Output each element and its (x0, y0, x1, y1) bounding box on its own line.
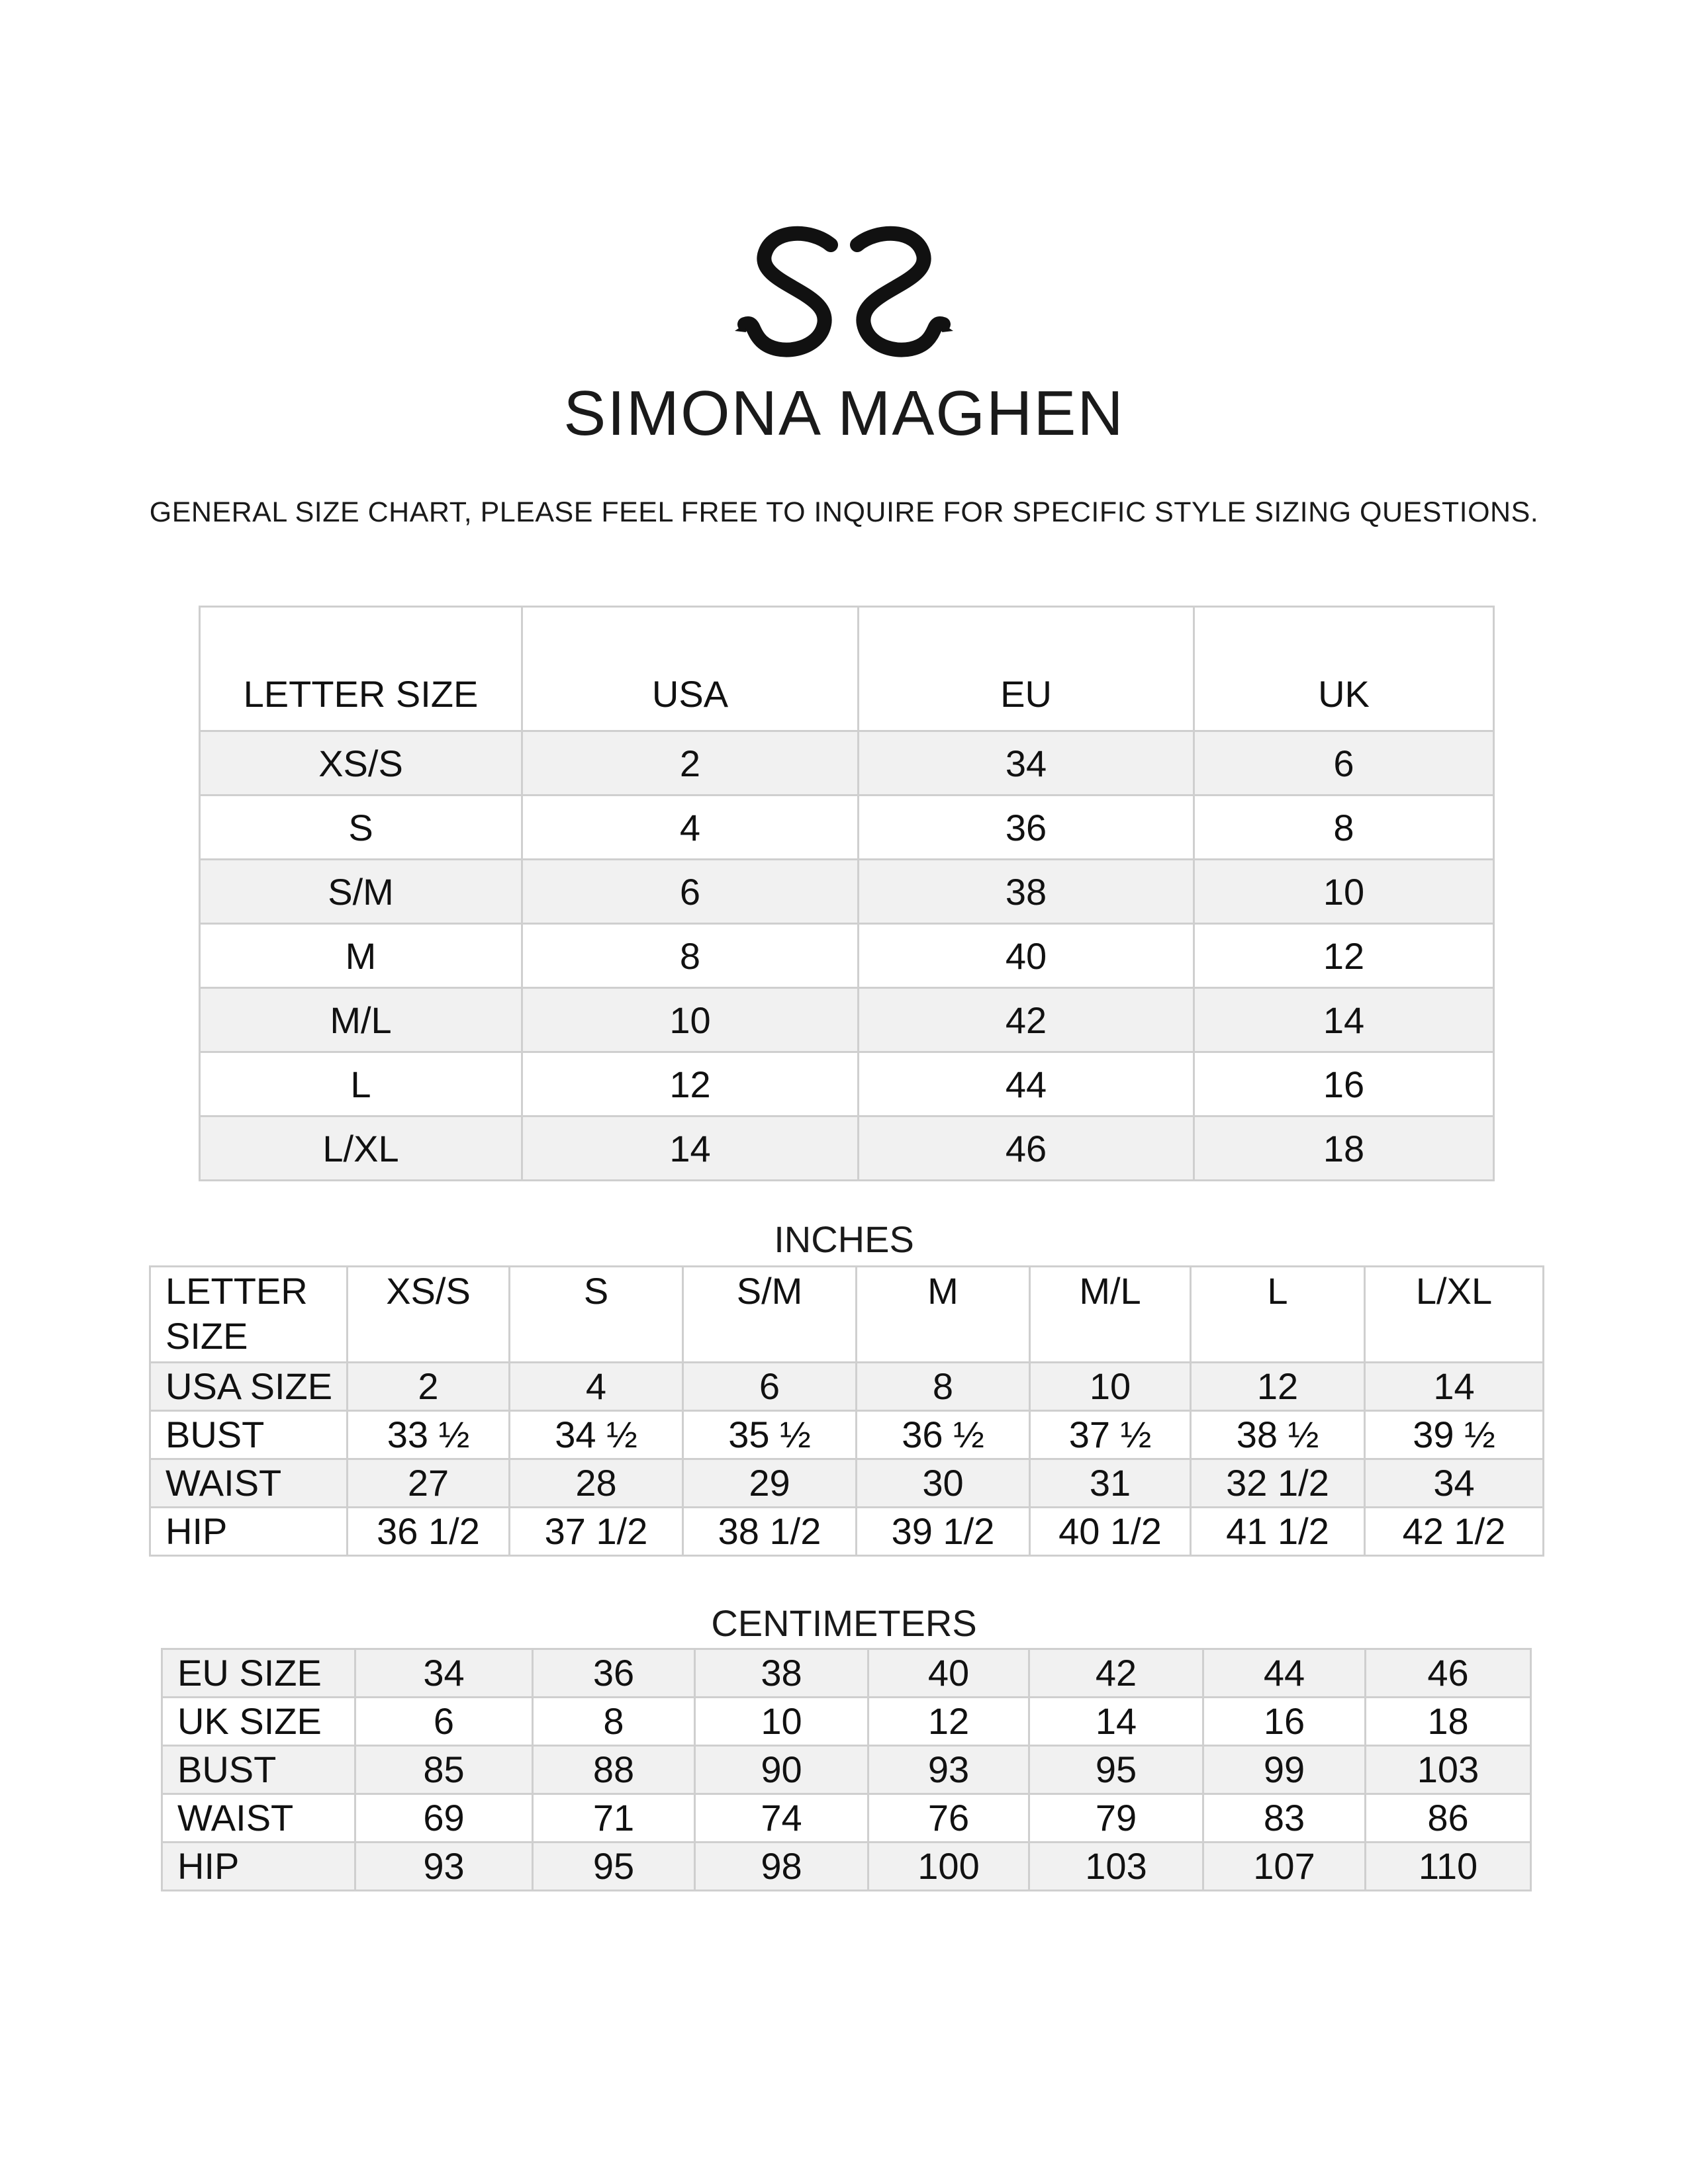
table-cell: 38 (859, 860, 1194, 924)
row-label: BUST (162, 1746, 355, 1794)
table-cell: 10 (695, 1698, 868, 1746)
table-cell: 46 (859, 1116, 1194, 1181)
table-cell: 38 (695, 1649, 868, 1698)
centimeters-title: CENTIMETERS (711, 1602, 977, 1644)
table-cell: 93 (868, 1746, 1029, 1794)
column-header: S (510, 1267, 683, 1363)
table-cell: 86 (1366, 1794, 1531, 1843)
table-row (162, 1698, 1531, 1746)
table-row (162, 1794, 1531, 1843)
table-row (150, 1363, 1544, 1411)
table-cell: 107 (1203, 1843, 1366, 1891)
table-cell: 37 1/2 (510, 1508, 683, 1556)
table-cell: 85 (355, 1746, 533, 1794)
column-header: XS/S (348, 1267, 510, 1363)
table-cell: 98 (695, 1843, 868, 1891)
table-cell: 40 (859, 924, 1194, 988)
table-cell: 88 (533, 1746, 695, 1794)
inches-table (149, 1265, 1544, 1557)
table-header-row (150, 1267, 1544, 1363)
table-cell: 14 (522, 1116, 859, 1181)
column-header: L/XL (1365, 1267, 1544, 1363)
brand-name: SIMONA MAGHEN (563, 378, 1125, 449)
table-cell: 14 (1029, 1698, 1203, 1746)
table-cell: 4 (510, 1363, 683, 1411)
table-cell: 12 (868, 1698, 1029, 1746)
table-cell: 38 1/2 (683, 1508, 857, 1556)
row-label: HIP (162, 1843, 355, 1891)
size-conversion-table (199, 606, 1495, 1181)
table-row (200, 796, 1494, 860)
table-cell: 6 (1194, 731, 1494, 796)
table-cell: 74 (695, 1794, 868, 1843)
table-cell: 2 (348, 1363, 510, 1411)
column-header: LETTER SIZE (200, 607, 522, 731)
table-cell: 16 (1203, 1698, 1366, 1746)
table-cell: 36 (533, 1649, 695, 1698)
table-cell: 4 (522, 796, 859, 860)
table-cell: 6 (522, 860, 859, 924)
table-cell: 93 (355, 1843, 533, 1891)
table-cell: 12 (1191, 1363, 1365, 1411)
column-header: M (857, 1267, 1030, 1363)
table-cell: 28 (510, 1459, 683, 1508)
table-cell: 8 (1194, 796, 1494, 860)
table-row (150, 1508, 1544, 1556)
column-header: EU (859, 607, 1194, 731)
table-row (200, 988, 1494, 1052)
table-cell: 83 (1203, 1794, 1366, 1843)
table-cell: 2 (522, 731, 859, 796)
table-cell: 10 (1030, 1363, 1191, 1411)
table-cell: S/M (200, 860, 522, 924)
table-cell: 39 ½ (1365, 1411, 1544, 1459)
table-cell: 34 ½ (510, 1411, 683, 1459)
table-cell: XS/S (200, 731, 522, 796)
table-cell: 103 (1029, 1843, 1203, 1891)
table-row (200, 924, 1494, 988)
table-cell: 103 (1366, 1746, 1531, 1794)
inches-title: INCHES (774, 1218, 914, 1260)
table-cell: 18 (1366, 1698, 1531, 1746)
table-cell: 34 (1365, 1459, 1544, 1508)
table-row (162, 1746, 1531, 1794)
table-cell: 42 (859, 988, 1194, 1052)
table-cell: 110 (1366, 1843, 1531, 1891)
table-row (200, 860, 1494, 924)
column-header: USA (522, 607, 859, 731)
table-cell: 44 (1203, 1649, 1366, 1698)
row-label: USA SIZE (150, 1363, 348, 1411)
row-label: BUST (150, 1411, 348, 1459)
table-row (200, 731, 1494, 796)
table-cell: 79 (1029, 1794, 1203, 1843)
row-label: WAIST (162, 1794, 355, 1843)
size-chart-subtitle: GENERAL SIZE CHART, PLEASE FEEL FREE TO INQUIRE FOR SPECIFIC STYLE SIZING QUESTIONS. (149, 496, 1539, 528)
table-cell: 8 (522, 924, 859, 988)
table-cell: 33 ½ (348, 1411, 510, 1459)
table-header-row (200, 607, 1494, 731)
table-cell: 71 (533, 1794, 695, 1843)
table-cell: S (200, 796, 522, 860)
column-header: UK (1194, 607, 1494, 731)
table-cell: 14 (1365, 1363, 1544, 1411)
table-cell: 10 (1194, 860, 1494, 924)
table-cell: 31 (1030, 1459, 1191, 1508)
table-cell: 12 (522, 1052, 859, 1116)
row-label: HIP (150, 1508, 348, 1556)
table-cell: 40 1/2 (1030, 1508, 1191, 1556)
table-cell: 30 (857, 1459, 1030, 1508)
row-label: WAIST (150, 1459, 348, 1508)
table-cell: 6 (355, 1698, 533, 1746)
table-cell: 36 ½ (857, 1411, 1030, 1459)
table-cell: 95 (533, 1843, 695, 1891)
table-cell: L (200, 1052, 522, 1116)
table-row (162, 1843, 1531, 1891)
row-label: LETTER SIZE (150, 1267, 348, 1363)
table-cell: 6 (683, 1363, 857, 1411)
table-cell: 36 1/2 (348, 1508, 510, 1556)
table-cell: 27 (348, 1459, 510, 1508)
column-header: S/M (683, 1267, 857, 1363)
table-cell: 8 (857, 1363, 1030, 1411)
column-header: M/L (1030, 1267, 1191, 1363)
table-cell: 39 1/2 (857, 1508, 1030, 1556)
table-cell: 10 (522, 988, 859, 1052)
table-cell: 37 ½ (1030, 1411, 1191, 1459)
table-cell: 46 (1366, 1649, 1531, 1698)
table-cell: 14 (1194, 988, 1494, 1052)
table-cell: 16 (1194, 1052, 1494, 1116)
table-cell: 41 1/2 (1191, 1508, 1365, 1556)
table-row (150, 1411, 1544, 1459)
table-cell: M/L (200, 988, 522, 1052)
row-label: UK SIZE (162, 1698, 355, 1746)
centimeters-table (161, 1648, 1532, 1891)
table-row (150, 1459, 1544, 1508)
table-cell: 42 (1029, 1649, 1203, 1698)
table-cell: 42 1/2 (1365, 1508, 1544, 1556)
table-cell: 35 ½ (683, 1411, 857, 1459)
table-cell: L/XL (200, 1116, 522, 1181)
table-cell: 18 (1194, 1116, 1494, 1181)
row-label: EU SIZE (162, 1649, 355, 1698)
table-cell: 34 (355, 1649, 533, 1698)
table-cell: 76 (868, 1794, 1029, 1843)
table-cell: 32 1/2 (1191, 1459, 1365, 1508)
table-cell: 8 (533, 1698, 695, 1746)
table-cell: 36 (859, 796, 1194, 860)
table-cell: 69 (355, 1794, 533, 1843)
table-cell: 29 (683, 1459, 857, 1508)
table-row (200, 1116, 1494, 1181)
ss-monogram-icon (731, 225, 957, 364)
table-row (200, 1052, 1494, 1116)
column-header: L (1191, 1267, 1365, 1363)
table-cell: 34 (859, 731, 1194, 796)
table-cell: 40 (868, 1649, 1029, 1698)
table-cell: 38 ½ (1191, 1411, 1365, 1459)
table-cell: 12 (1194, 924, 1494, 988)
table-row (162, 1649, 1531, 1698)
table-cell: 99 (1203, 1746, 1366, 1794)
table-cell: 95 (1029, 1746, 1203, 1794)
table-cell: 90 (695, 1746, 868, 1794)
table-cell: 44 (859, 1052, 1194, 1116)
table-cell: 100 (868, 1843, 1029, 1891)
table-cell: M (200, 924, 522, 988)
brand-logo (0, 225, 1688, 364)
